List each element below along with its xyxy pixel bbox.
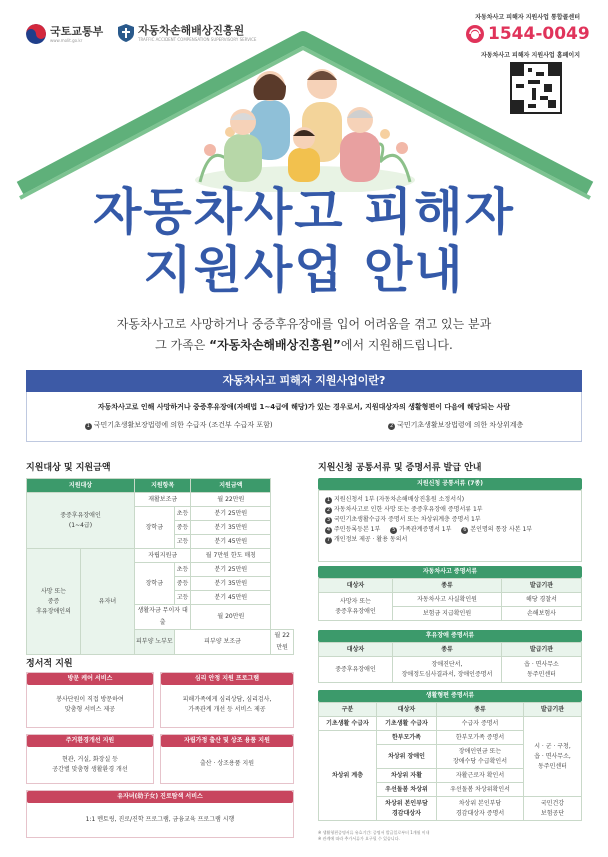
doc-item-6: 6 본인명의 통장 사본 1부 [463,526,533,533]
table-cell: 수급자 증명서 [437,717,524,731]
table-cell: 자동차사고 사실확인원 [393,593,502,607]
table-cell: 월 20만원 [191,605,271,630]
col-header: 발급기관 [502,579,582,593]
col-header: 종류 [393,579,502,593]
table-cell: 한부모가족 증명서 [437,731,524,745]
phone-number[interactable]: 1544-0049 [488,24,590,44]
family-illustration [190,62,420,192]
living-docs-title: 생활형편 증명서류 [318,690,582,702]
card-body: 1:1 멘토링, 진로/진학 프로그램, 금융교육 프로그램 시행 [85,816,235,823]
doc-text: 개인정보 제공 · 활용 동의서 [334,536,408,543]
table-cell: 중등 [174,521,191,535]
col-amount: 지원금액 [191,479,271,493]
doc-item-7: 7 개인정보 제공 · 활용 동의서 [326,536,408,543]
table-cell: 차상위 자활 [377,769,437,783]
table-cell: 한부모가족 [377,731,437,745]
doc-item-2: 2 자동차사고로 인한 사망 또는 중증후유장애 증명서류 1부 [326,506,483,513]
table-cell: 차상위 본인부담 경감대상자 [377,797,437,821]
col-header: 구분 [319,703,377,717]
table-cell: 장애진단서, 장애정도심사결과서, 장애인증명서 [393,657,502,683]
table-cell: 재활보조금 [135,493,191,507]
table-cell: 차상위 계층 [319,731,377,821]
table-cell: 국민건강 보험공단 [524,797,582,821]
table-cell: 차상위 장애인 [377,745,437,769]
doc-text: 본인명의 통장 사본 1부 [470,526,533,533]
what-box [26,392,582,442]
table-cell: 생활자금 무이자 대출 [135,605,191,630]
table-cell: 분기 35만원 [191,521,271,535]
intro-line1: 자동차사고로 사망하거나 중증후유장애를 입어 어려움을 겪고 있는 분과 [116,317,492,331]
doc-text: 가족관계증명서 1부 [399,526,452,533]
table-cell: 피부양 보조금 [174,630,271,655]
card-housing [26,734,154,784]
intro-line2 [0,335,608,355]
card-title: 방문 케어 서비스 [27,673,153,685]
card-title: 심리 안정 지원 프로그램 [161,673,293,685]
doc-item-4: 4 주민등록등본 1부 [326,526,381,533]
table-cell: 분기 25만원 [191,507,271,521]
card-title: 주거환경개선 지원 [27,735,153,747]
table-cell: 장학금 [135,507,175,549]
table-cell: 장학금 [135,563,175,605]
table-cell: 우선돌봄 차상위 [377,783,437,797]
table-cell: 우선돌봄 차상위확인서 [437,783,524,797]
support-heading: 지원대상 및 지원금액 [26,463,111,473]
target-b: 사망 또는 중증 후유장애인의 [27,549,81,655]
col-header: 대상자 [319,579,393,593]
col-item: 지원항목 [135,479,191,493]
what-cond1-text: 국민기초생활보장법령에 의한 수급자 (조건부 수급자 포함) [93,421,273,429]
doc-text: 국민기초생활수급자 증명서 또는 차상위계층 증명서 1부 [334,516,481,523]
living-table [318,702,582,821]
col-header: 대상자 [319,643,393,657]
logo1-name: 국토교통부 [50,24,104,38]
table-cell: 보험금 지급확인원 [393,607,502,621]
homepage-label: 자동차사고 피해자 지원사업 홈페이지 [480,52,580,59]
col-header: 발급기관 [524,703,582,717]
card-body: 봉사단원이 직접 방문하여 맞춤형 서비스 제공 [56,696,124,713]
col-target: 지원대상 [27,479,135,493]
intro-org: “자동차손해배상진흥원” [209,338,341,352]
common-docs-list [318,490,582,562]
title-line1: 자동차사고 피해자 [93,183,515,241]
footnotes [318,830,429,842]
card-title: 유자녀(幼子女) 진로탐색 서비스 [27,791,293,803]
table-cell: 중증후유장애인 [319,657,393,683]
table-cell: 중등 [174,577,191,591]
doc-item-5: 5 가족관계증명서 1부 [392,526,452,533]
disability-docs-title: 후유장애 증명서류 [318,630,582,642]
card-body: 현관, 거실, 화장실 등 공간별 맞춤형 생활환경 개선 [52,756,128,773]
what-cond2: 2 국민기초생활보장법령에 의한 차상위계층 [389,421,524,429]
table-cell: 해당 경찰서 [502,593,582,607]
target-child: 유자녀 [81,549,135,655]
disability-table [318,642,582,683]
title-line2: 지원사업 안내 [143,241,465,299]
table-cell: 기초생활 수급자 [377,717,437,731]
card-birth [160,734,294,784]
col-header: 발급기관 [502,643,582,657]
logo2-sub: TRAFFIC ACCIDENT COMPENSATION SUPERVISORY SERVICE [138,36,257,42]
logo1-sub: www.molit.go.kr [50,37,83,43]
what-heading: 자동차사고 피해자 지원사업이란? [26,370,582,392]
table-cell: 고등 [174,535,191,549]
docs-heading: 지원신청 공통서류 및 증명서류 발급 안내 [318,463,482,473]
logo2-name: 자동차손해배상진흥원 [138,23,245,37]
col-header: 대상자 [377,703,437,717]
card-visit-care [26,672,154,728]
table-cell: 분기 45만원 [191,535,271,549]
card-body: 출산 · 상조용품 지원 [200,760,254,767]
intro-post: 에서 지원해드립니다. [340,338,453,352]
what-cond1: 1 국민기초생활보장법령에 의한 수급자 (조건부 수급자 포함) [86,421,273,429]
doc-text: 자동차사고로 인한 사망 또는 중증후유장애 증명서류 1부 [334,506,483,513]
doc-text: 지원신청서 1부 (자동차손해배상진흥원 소정서식) [334,496,465,503]
footnote-1: ※ 생활형편증명서류 유효기간: 증명서 발급일로부터 1개월 이내 [318,830,430,835]
table-cell: 초등 [174,563,191,577]
call-center-label: 자동차사고 피해자 지원사업 통합콜센터 [475,14,580,21]
footnote-2: ※ 관계에 따라 추가서류가 요구될 수 있습니다. [318,836,400,841]
table-cell: 차상위 본인부담 경감대상자 증명서 [437,797,524,821]
table-cell: 분기 25만원 [191,563,271,577]
table-cell: 초등 [174,507,191,521]
table-cell: 자립지원금 [135,549,191,563]
table-cell: 분기 35만원 [191,577,271,591]
accident-docs-title: 자동차사고 증명서류 [318,566,582,578]
table-cell: 장애인연금 또는 장애수당 수급확인서 [437,745,524,769]
card-psych [160,672,294,728]
support-table [26,478,294,655]
table-cell: 사망자 또는 중증후유장애인 [319,593,393,621]
doc-text: 주민등록등본 1부 [334,526,381,533]
doc-item-1: 1 지원신청서 1부 (자동차손해배상진흥원 소정서식) [326,496,465,503]
table-cell: 자활근로자 확인서 [437,769,524,783]
col-header: 종류 [393,643,502,657]
common-docs-title: 지원신청 공통서류 (7종) [318,478,582,490]
table-cell: 고등 [174,591,191,605]
doc-item-4-6 [325,525,575,535]
card-body: 피해가족에게 심리상담, 심리검사, 가족관계 개선 등 서비스 제공 [182,696,272,713]
intro-pre: 그 가족은 [155,338,210,352]
target-a: 중증후유장애인 (1~4급) [27,493,135,549]
doc-item-3: 3 국민기초생활수급자 증명서 또는 차상위계층 증명서 1부 [326,516,481,523]
table-cell: 분기 45만원 [191,591,271,605]
card-career [26,790,294,838]
table-cell: 월 22만원 [271,630,294,655]
card-title: 자립가정 출산 및 상조 용품 지원 [161,735,293,747]
table-cell: 월 7만원 한도 매칭 [191,549,271,563]
table-cell: 기초생활 수급자 [319,717,377,731]
accident-table [318,578,582,621]
what-cond2-text: 국민기초생활보장법령에 의한 차상위계층 [397,421,524,429]
emotional-heading: 정서적 지원 [26,659,73,669]
table-cell: 월 22만원 [191,493,271,507]
target-dependent: 피부양 노부모 [135,630,175,655]
what-desc: 자동차사고로 인해 사망하거나 중증후유장애(자배법 1~4급에 해당)가 있는 경우로서, 지원대상자의 생활형편이 다음에 해당되는 사람 [97,403,511,411]
table-cell: 읍 · 면사무소 동주민센터 [502,657,582,683]
col-header: 종류 [437,703,524,717]
table-cell: 손해보험사 [502,607,582,621]
table-cell: 시 · 군 · 구청, 읍 · 면사무소, 동주민센터 [524,717,582,797]
